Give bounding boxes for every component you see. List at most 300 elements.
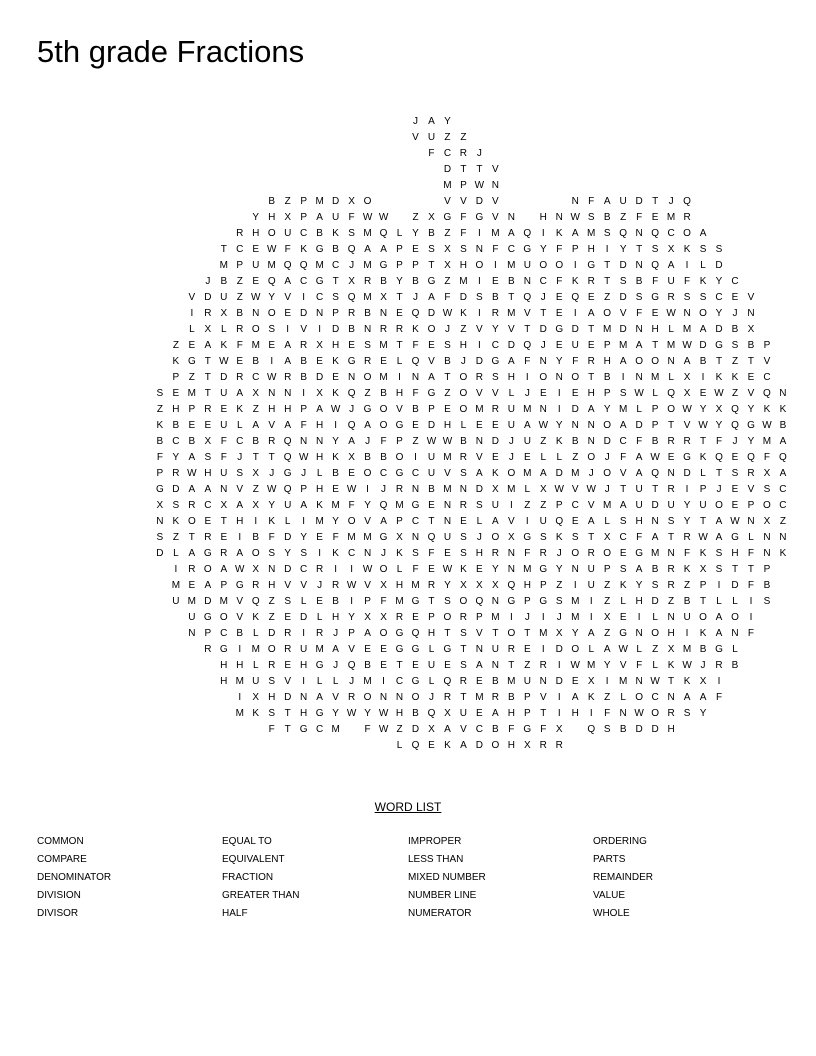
grid-letter: M	[762, 436, 772, 447]
grid-letter: A	[635, 564, 643, 575]
grid-letter: F	[524, 356, 531, 367]
grid-letter: I	[478, 308, 481, 319]
grid-letter: M	[475, 692, 484, 703]
grid-letter: R	[555, 740, 563, 751]
grid-letter: Q	[731, 404, 739, 415]
grid-letter: R	[715, 660, 723, 671]
grid-letter: O	[267, 644, 276, 655]
grid-letter: N	[363, 324, 372, 335]
grid-letter: A	[444, 724, 451, 735]
grid-letter: R	[300, 340, 308, 351]
grid-letter: Z	[364, 388, 371, 399]
grid-letter: N	[316, 308, 324, 319]
grid-letter: F	[540, 724, 547, 735]
grid-letter: T	[204, 372, 211, 383]
grid-row	[0, 386, 816, 402]
grid-letter: L	[221, 324, 227, 335]
grid-letter: A	[428, 292, 435, 303]
grid-letter: B	[172, 420, 180, 431]
grid-letter: Q	[715, 452, 723, 463]
grid-letter: D	[475, 356, 483, 367]
grid-letter: H	[268, 404, 276, 415]
grid-letter: S	[412, 548, 419, 559]
grid-letter: V	[236, 484, 244, 495]
grid-letter: I	[302, 628, 306, 639]
grid-letter: W	[650, 452, 660, 463]
grid-letter: R	[395, 612, 404, 623]
grid-letter: E	[523, 644, 531, 655]
grid-letter: M	[603, 500, 612, 511]
grid-letter: N	[651, 516, 659, 527]
grid-letter: R	[683, 532, 691, 543]
grid-letter: K	[555, 436, 563, 447]
grid-letter: E	[316, 532, 323, 543]
grid-row	[0, 434, 816, 450]
grid-letter: V	[763, 356, 771, 367]
grid-letter: N	[268, 388, 276, 399]
grid-letter: M	[619, 404, 628, 415]
grid-letter: R	[507, 644, 515, 655]
grid-letter: N	[587, 436, 595, 447]
word-list-item: HALF	[222, 908, 248, 919]
grid-letter: P	[523, 708, 531, 719]
grid-letter: V	[476, 452, 483, 463]
grid-letter: U	[587, 580, 595, 591]
grid-letter: R	[188, 500, 196, 511]
grid-letter: J	[668, 196, 674, 207]
grid-letter: W	[554, 484, 564, 495]
grid-letter: F	[747, 548, 755, 559]
grid-letter: Q	[283, 452, 292, 463]
grid-letter: H	[316, 452, 324, 463]
grid-letter: J	[413, 116, 418, 127]
grid-letter: C	[507, 244, 515, 255]
grid-letter: T	[428, 596, 435, 607]
grid-letter: E	[571, 388, 579, 399]
grid-letter: O	[251, 548, 260, 559]
grid-letter: D	[651, 724, 659, 735]
grid-letter: V	[348, 644, 355, 655]
grid-letter: V	[284, 292, 292, 303]
grid-letter: N	[635, 324, 643, 335]
grid-letter: D	[332, 196, 340, 207]
grid-letter: R	[667, 564, 675, 575]
grid-letter: E	[188, 580, 196, 591]
grid-letter: V	[492, 212, 499, 223]
grid-letter: K	[172, 516, 180, 527]
grid-letter: E	[412, 660, 419, 671]
grid-letter: I	[302, 676, 306, 687]
grid-letter: Z	[444, 132, 451, 143]
grid-letter: M	[475, 404, 484, 415]
grid-letter: Z	[460, 132, 467, 143]
grid-letter: O	[475, 260, 484, 271]
grid-letter: R	[475, 372, 483, 383]
grid-letter: M	[571, 596, 580, 607]
grid-letter: U	[284, 500, 292, 511]
grid-letter: A	[715, 516, 723, 527]
grid-letter: B	[156, 436, 164, 447]
grid-letter: M	[315, 644, 324, 655]
grid-letter: F	[524, 548, 531, 559]
grid-letter: H	[268, 692, 276, 703]
grid-letter: T	[204, 388, 211, 399]
grid-letter: F	[652, 276, 659, 287]
grid-letter: X	[252, 692, 260, 703]
grid-letter: S	[476, 500, 483, 511]
grid-letter: Z	[524, 660, 531, 671]
grid-letter: J	[349, 404, 355, 415]
grid-letter: G	[715, 644, 723, 655]
grid-letter: H	[220, 676, 228, 687]
grid-row	[0, 130, 816, 146]
grid-letter: K	[587, 692, 595, 703]
grid-letter: G	[523, 532, 532, 543]
grid-letter: Q	[347, 388, 356, 399]
grid-letter: A	[236, 548, 244, 559]
grid-letter: E	[667, 452, 675, 463]
grid-letter: L	[396, 356, 403, 367]
grid-letter: X	[364, 612, 371, 623]
grid-letter: E	[316, 356, 323, 367]
word-list-item: VALUE	[593, 890, 626, 901]
grid-letter: E	[587, 292, 595, 303]
grid-letter: G	[363, 404, 372, 415]
grid-letter: Y	[332, 436, 339, 447]
grid-letter: N	[252, 308, 260, 319]
word-list-item: NUMERATOR	[408, 908, 472, 919]
grid-letter: P	[396, 260, 403, 271]
grid-letter: E	[492, 276, 499, 287]
grid-letter: U	[619, 196, 627, 207]
grid-letter: U	[635, 500, 643, 511]
grid-letter: O	[683, 228, 691, 239]
grid-letter: E	[444, 548, 451, 559]
grid-letter: C	[172, 436, 180, 447]
grid-letter: H	[284, 404, 292, 415]
grid-row	[0, 322, 816, 338]
grid-letter: G	[235, 580, 244, 591]
grid-letter: W	[346, 708, 357, 719]
grid-letter: N	[491, 596, 499, 607]
grid-letter: O	[491, 740, 500, 751]
grid-letter: S	[683, 708, 691, 719]
grid-letter: G	[347, 356, 356, 367]
grid-letter: D	[427, 308, 436, 319]
grid-letter: M	[587, 660, 596, 671]
grid-letter: N	[443, 516, 452, 527]
grid-letter: E	[412, 420, 419, 431]
grid-letter: R	[268, 436, 276, 447]
grid-letter: B	[699, 356, 707, 367]
grid-letter: B	[492, 292, 499, 303]
grid-letter: L	[524, 484, 531, 495]
grid-letter: R	[363, 276, 372, 287]
grid-letter: S	[571, 532, 579, 543]
grid-letter: K	[252, 612, 260, 623]
grid-letter: D	[284, 532, 292, 543]
grid-letter: B	[508, 692, 515, 703]
grid-letter: J	[444, 324, 450, 335]
grid-letter: X	[715, 404, 723, 415]
grid-letter: J	[540, 292, 546, 303]
grid-letter: T	[588, 372, 595, 383]
grid-letter: D	[635, 724, 643, 735]
grid-letter: N	[347, 372, 356, 383]
grid-letter: S	[460, 244, 467, 255]
grid-letter: E	[284, 660, 292, 671]
grid-letter: Q	[651, 468, 660, 479]
grid-letter: A	[667, 260, 675, 271]
word-list-item: NUMBER LINE	[408, 890, 477, 901]
grid-letter: G	[411, 644, 420, 655]
grid-letter: D	[491, 436, 499, 447]
grid-letter: M	[666, 212, 676, 223]
grid-letter: A	[683, 692, 691, 703]
grid-row	[0, 290, 816, 306]
grid-letter: T	[588, 324, 595, 335]
grid-letter: F	[715, 692, 723, 703]
word-list-column-4	[593, 836, 653, 926]
grid-letter: W	[266, 372, 277, 383]
grid-letter: I	[637, 612, 641, 623]
grid-letter: A	[316, 404, 323, 415]
grid-row	[0, 674, 816, 690]
grid-letter: N	[300, 692, 308, 703]
grid-letter: V	[268, 420, 276, 431]
grid-letter: X	[284, 212, 292, 223]
grid-letter: C	[300, 564, 308, 575]
grid-letter: G	[731, 532, 739, 543]
grid-letter: T	[604, 260, 611, 271]
grid-letter: N	[539, 356, 547, 367]
grid-letter: T	[652, 340, 659, 351]
grid-letter: I	[717, 676, 721, 687]
grid-letter: Q	[283, 484, 292, 495]
grid-letter: Z	[284, 196, 291, 207]
grid-letter: X	[460, 580, 467, 591]
grid-letter: D	[316, 372, 324, 383]
grid-letter: M	[619, 340, 628, 351]
grid-letter: W	[187, 468, 197, 479]
grid-letter: O	[267, 228, 276, 239]
grid-letter: W	[426, 436, 437, 447]
grid-letter: G	[475, 212, 484, 223]
grid-letter: J	[333, 660, 339, 671]
grid-letter: S	[539, 532, 547, 543]
grid-letter: F	[428, 148, 435, 159]
grid-letter: F	[412, 340, 419, 351]
grid-letter: L	[396, 740, 403, 751]
word-list-item: PARTS	[593, 854, 626, 865]
grid-letter: E	[460, 516, 467, 527]
grid-letter: R	[268, 660, 276, 671]
grid-letter: N	[635, 228, 643, 239]
grid-letter: A	[348, 436, 355, 447]
grid-letter: F	[460, 228, 467, 239]
grid-letter: H	[316, 484, 324, 495]
grid-letter: V	[396, 404, 403, 415]
grid-row	[0, 722, 816, 738]
grid-letter: F	[556, 244, 563, 255]
grid-letter: L	[316, 676, 323, 687]
grid-row	[0, 194, 816, 210]
grid-letter: E	[444, 404, 451, 415]
grid-letter: E	[172, 388, 180, 399]
grid-row	[0, 530, 816, 546]
grid-letter: Q	[283, 260, 292, 271]
grid-letter: F	[715, 436, 723, 447]
grid-letter: O	[651, 708, 660, 719]
grid-letter: U	[284, 228, 292, 239]
grid-letter: X	[763, 516, 771, 527]
grid-letter: Y	[444, 116, 451, 127]
grid-letter: I	[621, 372, 625, 383]
grid-letter: V	[460, 196, 467, 207]
grid-letter: J	[428, 692, 434, 703]
grid-letter: G	[523, 724, 532, 735]
grid-letter: K	[699, 548, 707, 559]
grid-letter: I	[238, 644, 242, 655]
grid-row	[0, 338, 816, 354]
grid-letter: O	[539, 260, 548, 271]
grid-letter: W	[650, 676, 660, 687]
grid-letter: S	[619, 516, 627, 527]
grid-letter: B	[651, 436, 659, 447]
grid-letter: M	[650, 548, 660, 559]
grid-letter: H	[252, 228, 260, 239]
grid-letter: W	[714, 388, 724, 399]
grid-letter: K	[779, 548, 787, 559]
grid-letter: Y	[364, 500, 371, 511]
grid-letter: V	[284, 580, 292, 591]
grid-letter: P	[428, 612, 435, 623]
grid-letter: A	[284, 356, 292, 367]
grid-letter: O	[219, 612, 228, 623]
grid-letter: C	[300, 228, 308, 239]
grid-row	[0, 370, 816, 386]
grid-letter: F	[412, 388, 419, 399]
grid-letter: E	[747, 372, 755, 383]
grid-row	[0, 354, 816, 370]
grid-row	[0, 690, 816, 706]
grid-letter: M	[539, 628, 548, 639]
word-list-item: ORDERING	[593, 836, 647, 847]
grid-letter: Z	[604, 580, 611, 591]
grid-letter: A	[635, 468, 643, 479]
grid-letter: I	[605, 244, 609, 255]
grid-letter: R	[459, 452, 468, 463]
grid-letter: H	[507, 740, 515, 751]
grid-letter: I	[685, 484, 689, 495]
word-list-column-3	[408, 836, 486, 926]
grid-letter: I	[238, 532, 242, 543]
grid-letter: Y	[332, 708, 339, 719]
grid-letter: N	[379, 308, 388, 319]
grid-letter: Y	[603, 404, 611, 415]
grid-letter: V	[188, 292, 196, 303]
grid-letter: I	[557, 404, 561, 415]
grid-letter: G	[443, 644, 452, 655]
grid-letter: V	[747, 484, 755, 495]
grid-letter: U	[427, 660, 436, 671]
grid-letter: E	[699, 388, 707, 399]
grid-letter: S	[715, 244, 723, 255]
grid-letter: G	[395, 420, 404, 431]
grid-letter: A	[587, 308, 595, 319]
grid-letter: V	[236, 612, 244, 623]
grid-letter: H	[300, 708, 308, 719]
grid-letter: T	[476, 164, 483, 175]
grid-letter: K	[332, 452, 339, 463]
grid-letter: W	[682, 404, 692, 415]
grid-letter: N	[268, 564, 276, 575]
grid-letter: V	[492, 164, 499, 175]
grid-letter: C	[204, 500, 212, 511]
grid-row	[0, 658, 816, 674]
grid-letter: X	[252, 388, 260, 399]
grid-letter: R	[204, 532, 212, 543]
grid-letter: J	[301, 468, 307, 479]
grid-letter: M	[491, 228, 500, 239]
grid-letter: Y	[539, 244, 547, 255]
grid-letter: I	[557, 692, 561, 703]
grid-letter: P	[412, 260, 419, 271]
grid-letter: I	[749, 596, 753, 607]
grid-letter: D	[651, 500, 659, 511]
grid-letter: E	[571, 676, 579, 687]
grid-letter: M	[171, 580, 181, 591]
grid-letter: T	[220, 244, 227, 255]
grid-letter: D	[204, 292, 212, 303]
grid-letter: J	[732, 436, 738, 447]
grid-letter: N	[156, 516, 164, 527]
grid-letter: G	[619, 628, 628, 639]
grid-letter: K	[667, 660, 675, 671]
grid-letter: E	[587, 340, 595, 351]
grid-letter: Y	[747, 404, 755, 415]
grid-letter: R	[395, 324, 404, 335]
grid-letter: O	[699, 612, 707, 623]
grid-letter: C	[347, 548, 356, 559]
grid-letter: H	[395, 580, 404, 591]
grid-letter: X	[348, 196, 355, 207]
grid-letter: J	[604, 484, 610, 495]
grid-letter: N	[363, 548, 372, 559]
grid-letter: E	[380, 644, 387, 655]
grid-letter: O	[571, 372, 580, 383]
grid-letter: P	[300, 212, 307, 223]
grid-letter: K	[396, 548, 403, 559]
grid-letter: S	[460, 532, 467, 543]
grid-row	[0, 466, 816, 482]
grid-letter: T	[460, 164, 467, 175]
grid-letter: E	[444, 660, 451, 671]
grid-letter: L	[540, 452, 547, 463]
grid-letter: B	[252, 436, 260, 447]
grid-letter: S	[236, 468, 244, 479]
grid-letter: N	[395, 692, 404, 703]
grid-letter: A	[508, 356, 515, 367]
grid-letter: Z	[412, 436, 419, 447]
word-list-item: WHOLE	[593, 908, 630, 919]
grid-letter: Z	[572, 452, 579, 463]
grid-letter: S	[444, 596, 451, 607]
grid-letter: N	[284, 388, 292, 399]
grid-letter: W	[346, 580, 357, 591]
grid-letter: Z	[620, 212, 627, 223]
grid-letter: Y	[284, 548, 292, 559]
